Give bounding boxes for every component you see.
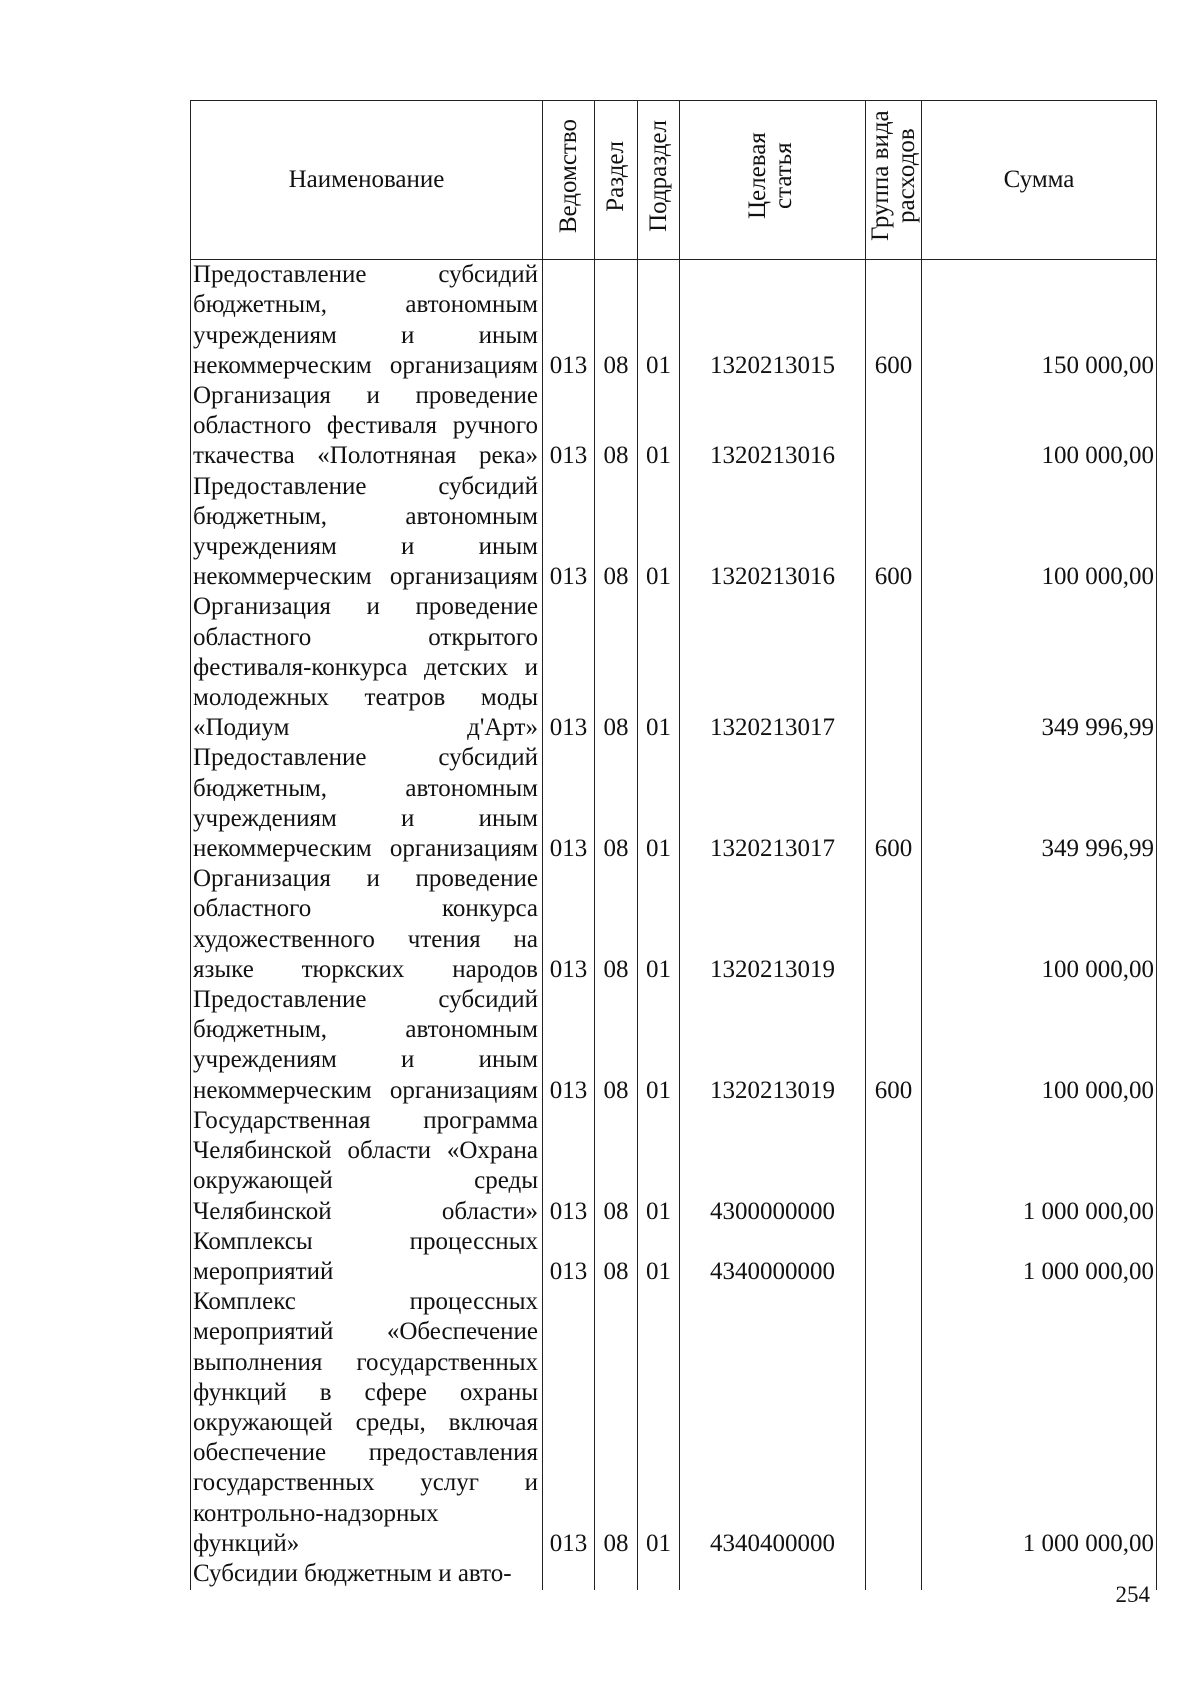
row-vid-rashodov: 600 xyxy=(866,743,922,864)
row-vid-rashodov xyxy=(866,1106,922,1227)
row-summa: 1 000 000,00 xyxy=(922,1227,1157,1287)
row-vid-rashodov xyxy=(866,1227,922,1287)
row-vedomstvo: 013 xyxy=(543,864,595,985)
row-podrazdel: 01 xyxy=(638,1106,680,1227)
row-celevaya-statya: 1320213019 xyxy=(680,864,866,985)
row-razdel: 08 xyxy=(595,472,638,593)
row-name: Субсидии бюджетным и авто- xyxy=(191,1559,543,1590)
row-summa: 1 000 000,00 xyxy=(922,1287,1157,1559)
row-razdel: 08 xyxy=(595,1106,638,1227)
row-razdel: 08 xyxy=(595,743,638,864)
header-podrazdel xyxy=(638,101,680,260)
row-vid-rashodov: 600 xyxy=(866,260,922,381)
row-razdel: 08 xyxy=(595,1287,638,1559)
row-celevaya-statya: 1320213017 xyxy=(680,743,866,864)
table-row xyxy=(191,592,1157,743)
row-name: Комплексы процессных мероприятий xyxy=(191,1227,543,1287)
table-row xyxy=(191,743,1157,864)
header-summa xyxy=(922,101,1157,260)
header-razdel xyxy=(595,101,638,260)
row-razdel: 08 xyxy=(595,260,638,381)
row-razdel: 08 xyxy=(595,381,638,472)
header-razdel-label: Раздел xyxy=(602,140,629,212)
row-podrazdel: 01 xyxy=(638,472,680,593)
header-celevaya-statya xyxy=(680,101,866,260)
row-vedomstvo: 013 xyxy=(543,260,595,381)
row-podrazdel xyxy=(638,1559,680,1590)
row-summa: 150 000,00 xyxy=(922,260,1157,381)
row-celevaya-statya: 1320213016 xyxy=(680,381,866,472)
header-podrazdel-label: Подраздел xyxy=(644,120,672,232)
table-row xyxy=(191,472,1157,593)
row-name: Предоставление субсидий бюджетным, автономным учреждениям и иным некоммерческим организациям xyxy=(191,985,543,1106)
row-vedomstvo: 013 xyxy=(543,985,595,1106)
table-row xyxy=(191,381,1157,472)
table-row xyxy=(191,1106,1157,1227)
row-razdel: 08 xyxy=(595,592,638,743)
row-podrazdel: 01 xyxy=(638,864,680,985)
row-celevaya-statya: 4300000000 xyxy=(680,1106,866,1227)
row-razdel: 08 xyxy=(595,864,638,985)
row-podrazdel: 01 xyxy=(638,1287,680,1559)
row-podrazdel: 01 xyxy=(638,1227,680,1287)
row-celevaya-statya: 1320213017 xyxy=(680,592,866,743)
row-podrazdel: 01 xyxy=(638,592,680,743)
row-celevaya-statya: 1320213016 xyxy=(680,472,866,593)
table-row xyxy=(191,985,1157,1106)
row-summa: 100 000,00 xyxy=(922,472,1157,593)
row-vedomstvo: 013 xyxy=(543,472,595,593)
budget-table xyxy=(190,100,1157,1590)
row-vedomstvo xyxy=(543,1559,595,1590)
row-vedomstvo: 013 xyxy=(543,743,595,864)
row-summa: 100 000,00 xyxy=(922,381,1157,472)
table-row-continued xyxy=(191,1559,1157,1590)
row-celevaya-statya xyxy=(680,1559,866,1590)
row-razdel: 08 xyxy=(595,985,638,1106)
header-summa-label: Сумма xyxy=(1003,166,1075,193)
header-vedomstvo xyxy=(543,101,595,260)
row-podrazdel: 01 xyxy=(638,381,680,472)
row-razdel: 08 xyxy=(595,1227,638,1287)
row-summa: 349 996,99 xyxy=(922,743,1157,864)
header-gruppa-vida-rashodov-label: Группа вида расходов xyxy=(866,110,920,242)
row-celevaya-statya: 4340000000 xyxy=(680,1227,866,1287)
row-vedomstvo: 013 xyxy=(543,381,595,472)
table-body xyxy=(191,260,1157,1590)
row-podrazdel: 01 xyxy=(638,985,680,1106)
header-vedomstvo-label: Ведомство xyxy=(554,118,582,234)
table-row xyxy=(191,260,1157,381)
table-row xyxy=(191,1227,1157,1287)
row-podrazdel: 01 xyxy=(638,743,680,864)
row-summa: 100 000,00 xyxy=(922,985,1157,1106)
row-name: Государственная программа Челябинской области «Охрана окружающей среды Челябинской области» xyxy=(191,1106,543,1227)
header-gruppa-vida-rashodov xyxy=(866,101,922,260)
row-name: Комплекс процессных мероприятий «Обеспечение выполнения государственных функций в сфере охраны окружающей среды, включая обеспечение предоставления государственных услуг и контрольно-надзорных функций» xyxy=(191,1287,543,1559)
row-razdel xyxy=(595,1559,638,1590)
page-number: 254 xyxy=(1115,1582,1150,1607)
row-name: Предоставление субсидий бюджетным, автономным учреждениям и иным некоммерческим организациям xyxy=(191,472,543,593)
row-celevaya-statya: 1320213019 xyxy=(680,985,866,1106)
row-vid-rashodov xyxy=(866,1287,922,1559)
row-name: Предоставление субсидий бюджетным, автономным учреждениям и иным некоммерческим организациям xyxy=(191,743,543,864)
row-vid-rashodov xyxy=(866,1559,922,1590)
header-celevaya-statya-label: Целевая статья xyxy=(743,132,797,220)
table-row xyxy=(191,864,1157,985)
row-celevaya-statya: 4340400000 xyxy=(680,1287,866,1559)
row-vedomstvo: 013 xyxy=(543,1106,595,1227)
row-vedomstvo: 013 xyxy=(543,592,595,743)
header-name xyxy=(191,101,543,260)
table-row xyxy=(191,1287,1157,1559)
row-vid-rashodov xyxy=(866,381,922,472)
row-name: Предоставление субсидий бюджетным, автономным учреждениям и иным некоммерческим организациям xyxy=(191,260,543,381)
table-header-row xyxy=(191,101,1157,260)
row-name: Организация и проведение областного фестиваля ручного ткачества «Полотняная река» xyxy=(191,381,543,472)
row-name: Организация и проведение областного конкурса художественного чтения на языке тюркских народов xyxy=(191,864,543,985)
row-vedomstvo: 013 xyxy=(543,1227,595,1287)
header-name-label: Наименование xyxy=(288,166,445,193)
row-vid-rashodov xyxy=(866,864,922,985)
row-podrazdel: 01 xyxy=(638,260,680,381)
row-vid-rashodov xyxy=(866,592,922,743)
row-summa: 1 000 000,00 xyxy=(922,1106,1157,1227)
row-vedomstvo: 013 xyxy=(543,1287,595,1559)
row-name: Организация и проведение областного открытого фестиваля-конкурса детских и молодежных театров моды «Подиум д'Арт» xyxy=(191,592,543,743)
row-celevaya-statya: 1320213015 xyxy=(680,260,866,381)
row-summa: 349 996,99 xyxy=(922,592,1157,743)
row-summa: 100 000,00 xyxy=(922,864,1157,985)
row-vid-rashodov: 600 xyxy=(866,472,922,593)
row-vid-rashodov: 600 xyxy=(866,985,922,1106)
